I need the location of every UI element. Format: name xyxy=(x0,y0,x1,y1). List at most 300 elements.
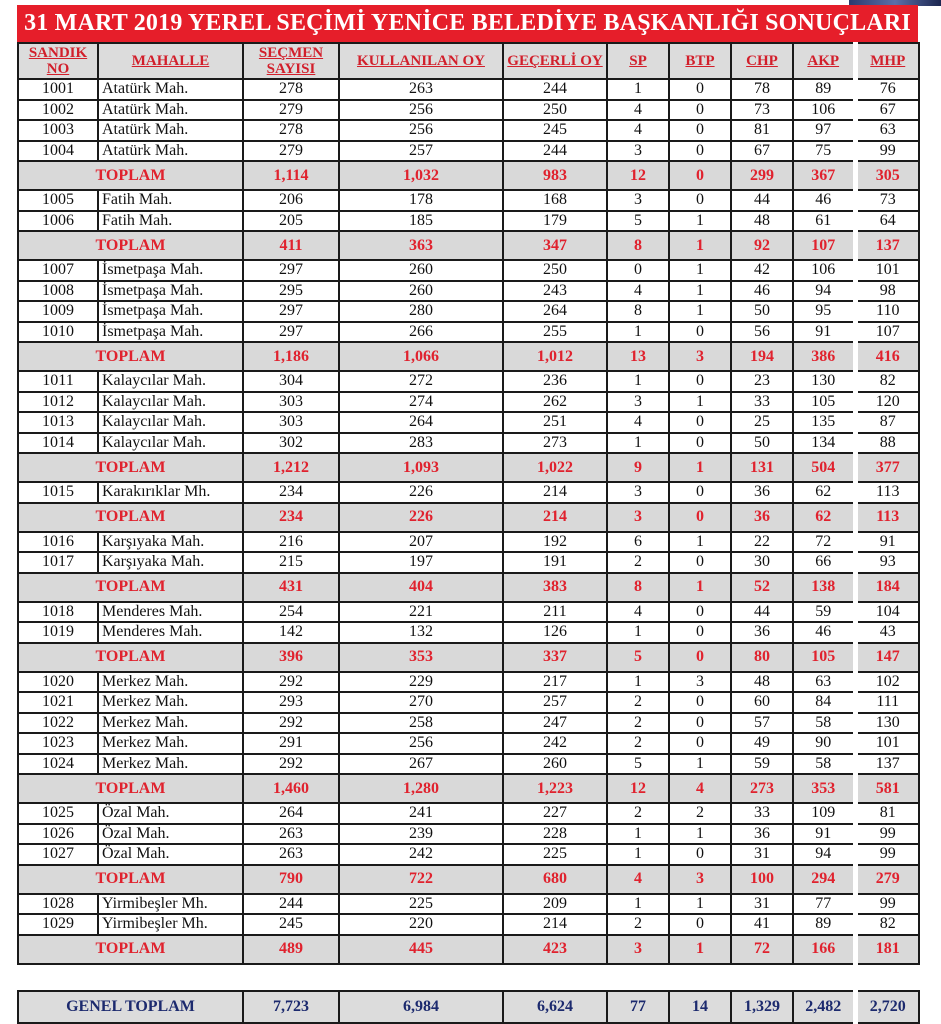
cell-chp: 44 xyxy=(731,190,793,211)
subtotal-row xyxy=(18,774,919,803)
header-gecerli-oy: GEÇERLİ OY xyxy=(503,43,607,79)
cell-gecerli-oy: 214 xyxy=(503,914,607,935)
cell-secmen-sayisi: 244 xyxy=(243,894,339,915)
cell-gecerli-oy: 250 xyxy=(503,100,607,121)
cell-sandik-no: 1012 xyxy=(18,392,98,413)
cell-secmen-sayisi: 295 xyxy=(243,281,339,302)
subtotal-chp: 194 xyxy=(731,342,793,371)
cell-secmen-sayisi: 263 xyxy=(243,824,339,845)
cell-btp: 1 xyxy=(669,281,731,302)
cell-kullanilan-oy: 256 xyxy=(339,120,503,141)
subtotal-label: TOPLAM xyxy=(18,935,243,964)
table-row xyxy=(18,371,919,392)
grand-total-table xyxy=(17,990,920,1024)
subtotal-secmen-sayisi: 234 xyxy=(243,503,339,532)
cell-mhp: 99 xyxy=(855,824,919,845)
cell-secmen-sayisi: 278 xyxy=(243,79,339,100)
subtotal-kullanilan-oy: 1,280 xyxy=(339,774,503,803)
cell-chp: 46 xyxy=(731,281,793,302)
cell-chp: 36 xyxy=(731,482,793,503)
cell-gecerli-oy: 168 xyxy=(503,190,607,211)
cell-btp: 0 xyxy=(669,713,731,734)
cell-akp: 66 xyxy=(793,552,855,573)
cell-akp: 62 xyxy=(793,482,855,503)
cell-kullanilan-oy: 260 xyxy=(339,260,503,281)
cell-mahalle: Merkez Mah. xyxy=(98,733,243,754)
cell-sp: 0 xyxy=(607,260,669,281)
subtotal-akp: 504 xyxy=(793,453,855,482)
cell-secmen-sayisi: 216 xyxy=(243,532,339,553)
table-row xyxy=(18,672,919,693)
cell-sp: 2 xyxy=(607,914,669,935)
cell-gecerli-oy: 242 xyxy=(503,733,607,754)
grand-total-cell: 6,984 xyxy=(339,991,503,1023)
cell-kullanilan-oy: 226 xyxy=(339,482,503,503)
cell-kullanilan-oy: 283 xyxy=(339,433,503,454)
cell-secmen-sayisi: 297 xyxy=(243,301,339,322)
cell-sandik-no: 1018 xyxy=(18,602,98,623)
table-row xyxy=(18,532,919,553)
cell-sp: 4 xyxy=(607,412,669,433)
cell-kullanilan-oy: 272 xyxy=(339,371,503,392)
cell-secmen-sayisi: 206 xyxy=(243,190,339,211)
cell-btp: 1 xyxy=(669,301,731,322)
cell-akp: 46 xyxy=(793,190,855,211)
cell-secmen-sayisi: 304 xyxy=(243,371,339,392)
table-row xyxy=(18,894,919,915)
subtotal-secmen-sayisi: 431 xyxy=(243,573,339,602)
page-title: 31 MART 2019 YEREL SEÇİMİ YENİCE BELEDİYE BAŞKANLIĞI SONUÇLARI xyxy=(17,5,918,42)
cell-sp: 3 xyxy=(607,190,669,211)
cell-mahalle: Fatih Mah. xyxy=(98,190,243,211)
grand-total-cell: 2,720 xyxy=(855,991,919,1023)
cell-btp: 0 xyxy=(669,552,731,573)
cell-sp: 5 xyxy=(607,211,669,232)
subtotal-kullanilan-oy: 1,093 xyxy=(339,453,503,482)
cell-btp: 1 xyxy=(669,260,731,281)
cell-mahalle: Karşıyaka Mah. xyxy=(98,552,243,573)
cell-sandik-no: 1014 xyxy=(18,433,98,454)
cell-secmen-sayisi: 292 xyxy=(243,713,339,734)
cell-sandik-no: 1006 xyxy=(18,211,98,232)
cell-chp: 36 xyxy=(731,824,793,845)
cell-sp: 1 xyxy=(607,844,669,865)
cell-mahalle: Atatürk Mah. xyxy=(98,120,243,141)
cell-kullanilan-oy: 132 xyxy=(339,622,503,643)
subtotal-sp: 8 xyxy=(607,231,669,260)
cell-mhp: 82 xyxy=(855,371,919,392)
cell-akp: 77 xyxy=(793,894,855,915)
subtotal-chp: 72 xyxy=(731,935,793,964)
cell-btp: 1 xyxy=(669,894,731,915)
cell-sp: 3 xyxy=(607,141,669,162)
cell-mahalle: Kalaycılar Mah. xyxy=(98,433,243,454)
cell-gecerli-oy: 250 xyxy=(503,260,607,281)
cell-akp: 134 xyxy=(793,433,855,454)
cell-kullanilan-oy: 178 xyxy=(339,190,503,211)
cell-btp: 0 xyxy=(669,190,731,211)
cell-btp: 0 xyxy=(669,914,731,935)
cell-gecerli-oy: 260 xyxy=(503,754,607,775)
cell-kullanilan-oy: 207 xyxy=(339,532,503,553)
subtotal-label: TOPLAM xyxy=(18,573,243,602)
cell-sp: 4 xyxy=(607,281,669,302)
subtotal-akp: 367 xyxy=(793,161,855,190)
subtotal-btp: 0 xyxy=(669,503,731,532)
cell-gecerli-oy: 126 xyxy=(503,622,607,643)
subtotal-akp: 138 xyxy=(793,573,855,602)
table-row xyxy=(18,482,919,503)
cell-akp: 95 xyxy=(793,301,855,322)
cell-kullanilan-oy: 220 xyxy=(339,914,503,935)
cell-akp: 46 xyxy=(793,622,855,643)
subtotal-secmen-sayisi: 489 xyxy=(243,935,339,964)
cell-gecerli-oy: 228 xyxy=(503,824,607,845)
cell-kullanilan-oy: 260 xyxy=(339,281,503,302)
table-row xyxy=(18,602,919,623)
cell-sandik-no: 1020 xyxy=(18,672,98,693)
grand-total-cell: 1,329 xyxy=(731,991,793,1023)
cell-mahalle: İsmetpaşa Mah. xyxy=(98,281,243,302)
cell-gecerli-oy: 245 xyxy=(503,120,607,141)
subtotal-sp: 5 xyxy=(607,643,669,672)
subtotal-kullanilan-oy: 1,066 xyxy=(339,342,503,371)
cell-mhp: 73 xyxy=(855,190,919,211)
cell-mhp: 113 xyxy=(855,482,919,503)
cell-sp: 1 xyxy=(607,672,669,693)
grand-total-cell: 77 xyxy=(607,991,669,1023)
cell-kullanilan-oy: 274 xyxy=(339,392,503,413)
subtotal-sp: 13 xyxy=(607,342,669,371)
cell-btp: 0 xyxy=(669,692,731,713)
subtotal-btp: 0 xyxy=(669,161,731,190)
cell-chp: 78 xyxy=(731,79,793,100)
cell-sp: 5 xyxy=(607,754,669,775)
subtotal-row xyxy=(18,342,919,371)
cell-secmen-sayisi: 279 xyxy=(243,141,339,162)
grand-total-label: GENEL TOPLAM xyxy=(18,991,243,1023)
cell-btp: 1 xyxy=(669,754,731,775)
cell-secmen-sayisi: 293 xyxy=(243,692,339,713)
cell-gecerli-oy: 192 xyxy=(503,532,607,553)
cell-secmen-sayisi: 297 xyxy=(243,260,339,281)
cell-mhp: 130 xyxy=(855,713,919,734)
cell-akp: 94 xyxy=(793,281,855,302)
cell-mahalle: Karşıyaka Mah. xyxy=(98,532,243,553)
cell-mahalle: Atatürk Mah. xyxy=(98,141,243,162)
cell-sandik-no: 1009 xyxy=(18,301,98,322)
cell-sandik-no: 1027 xyxy=(18,844,98,865)
cell-chp: 22 xyxy=(731,532,793,553)
cell-mhp: 63 xyxy=(855,120,919,141)
cell-mhp: 137 xyxy=(855,754,919,775)
cell-sp: 3 xyxy=(607,392,669,413)
cell-kullanilan-oy: 264 xyxy=(339,412,503,433)
subtotal-row xyxy=(18,865,919,894)
subtotal-mhp: 113 xyxy=(855,503,919,532)
subtotal-chp: 80 xyxy=(731,643,793,672)
table-row xyxy=(18,301,919,322)
cell-mhp: 64 xyxy=(855,211,919,232)
cell-gecerli-oy: 217 xyxy=(503,672,607,693)
subtotal-kullanilan-oy: 722 xyxy=(339,865,503,894)
cell-sandik-no: 1007 xyxy=(18,260,98,281)
cell-mhp: 81 xyxy=(855,803,919,824)
cell-btp: 0 xyxy=(669,433,731,454)
header-kullanilan-oy: KULLANILAN OY xyxy=(339,43,503,79)
subtotal-sp: 9 xyxy=(607,453,669,482)
cell-chp: 33 xyxy=(731,392,793,413)
subtotal-akp: 105 xyxy=(793,643,855,672)
subtotal-chp: 100 xyxy=(731,865,793,894)
cell-sandik-no: 1025 xyxy=(18,803,98,824)
cell-gecerli-oy: 244 xyxy=(503,79,607,100)
cell-akp: 97 xyxy=(793,120,855,141)
table-row xyxy=(18,100,919,121)
cell-mhp: 91 xyxy=(855,532,919,553)
cell-akp: 135 xyxy=(793,412,855,433)
subtotal-gecerli-oy: 347 xyxy=(503,231,607,260)
cell-sandik-no: 1022 xyxy=(18,713,98,734)
cell-sp: 4 xyxy=(607,120,669,141)
cell-chp: 49 xyxy=(731,733,793,754)
cell-sandik-no: 1028 xyxy=(18,894,98,915)
cell-secmen-sayisi: 297 xyxy=(243,322,339,343)
subtotal-gecerli-oy: 337 xyxy=(503,643,607,672)
cell-kullanilan-oy: 258 xyxy=(339,713,503,734)
cell-kullanilan-oy: 229 xyxy=(339,672,503,693)
cell-btp: 0 xyxy=(669,120,731,141)
cell-kullanilan-oy: 257 xyxy=(339,141,503,162)
subtotal-row xyxy=(18,503,919,532)
cell-mhp: 107 xyxy=(855,322,919,343)
cell-chp: 50 xyxy=(731,433,793,454)
subtotal-mhp: 377 xyxy=(855,453,919,482)
cell-kullanilan-oy: 221 xyxy=(339,602,503,623)
cell-secmen-sayisi: 264 xyxy=(243,803,339,824)
subtotal-mhp: 137 xyxy=(855,231,919,260)
cell-chp: 60 xyxy=(731,692,793,713)
cell-secmen-sayisi: 254 xyxy=(243,602,339,623)
cell-sandik-no: 1004 xyxy=(18,141,98,162)
subtotal-sp: 12 xyxy=(607,774,669,803)
cell-mahalle: Kalaycılar Mah. xyxy=(98,371,243,392)
cell-chp: 30 xyxy=(731,552,793,573)
cell-mhp: 88 xyxy=(855,433,919,454)
cell-akp: 89 xyxy=(793,914,855,935)
cell-chp: 33 xyxy=(731,803,793,824)
cell-btp: 0 xyxy=(669,602,731,623)
header-mahalle: MAHALLE xyxy=(98,43,243,79)
cell-kullanilan-oy: 185 xyxy=(339,211,503,232)
cell-mhp: 99 xyxy=(855,844,919,865)
cell-sp: 3 xyxy=(607,482,669,503)
cell-secmen-sayisi: 245 xyxy=(243,914,339,935)
subtotal-btp: 3 xyxy=(669,865,731,894)
cell-akp: 61 xyxy=(793,211,855,232)
cell-mahalle: Kalaycılar Mah. xyxy=(98,392,243,413)
cell-kullanilan-oy: 263 xyxy=(339,79,503,100)
subtotal-gecerli-oy: 680 xyxy=(503,865,607,894)
subtotal-row xyxy=(18,231,919,260)
cell-sp: 4 xyxy=(607,100,669,121)
cell-akp: 58 xyxy=(793,754,855,775)
subtotal-chp: 36 xyxy=(731,503,793,532)
header-row xyxy=(18,43,919,79)
cell-btp: 1 xyxy=(669,824,731,845)
table-row xyxy=(18,190,919,211)
cell-sandik-no: 1021 xyxy=(18,692,98,713)
cell-gecerli-oy: 255 xyxy=(503,322,607,343)
cell-mahalle: Fatih Mah. xyxy=(98,211,243,232)
cell-chp: 81 xyxy=(731,120,793,141)
subtotal-secmen-sayisi: 1,186 xyxy=(243,342,339,371)
cell-kullanilan-oy: 270 xyxy=(339,692,503,713)
subtotal-kullanilan-oy: 363 xyxy=(339,231,503,260)
table-row xyxy=(18,733,919,754)
subtotal-mhp: 181 xyxy=(855,935,919,964)
subtotal-gecerli-oy: 1,012 xyxy=(503,342,607,371)
cell-sandik-no: 1013 xyxy=(18,412,98,433)
subtotal-row xyxy=(18,643,919,672)
cell-secmen-sayisi: 142 xyxy=(243,622,339,643)
cell-akp: 91 xyxy=(793,322,855,343)
table-row xyxy=(18,713,919,734)
cell-chp: 41 xyxy=(731,914,793,935)
cell-sp: 2 xyxy=(607,803,669,824)
subtotal-label: TOPLAM xyxy=(18,161,243,190)
subtotal-label: TOPLAM xyxy=(18,453,243,482)
subtotal-secmen-sayisi: 1,114 xyxy=(243,161,339,190)
table-row xyxy=(18,120,919,141)
table-row xyxy=(18,322,919,343)
cell-mahalle: Merkez Mah. xyxy=(98,692,243,713)
subtotal-btp: 0 xyxy=(669,643,731,672)
subtotal-row xyxy=(18,573,919,602)
cell-btp: 0 xyxy=(669,371,731,392)
cell-gecerli-oy: 257 xyxy=(503,692,607,713)
cell-secmen-sayisi: 303 xyxy=(243,392,339,413)
subtotal-mhp: 581 xyxy=(855,774,919,803)
subtotal-gecerli-oy: 214 xyxy=(503,503,607,532)
cell-mahalle: İsmetpaşa Mah. xyxy=(98,260,243,281)
grand-total-cell: 7,723 xyxy=(243,991,339,1023)
cell-gecerli-oy: 264 xyxy=(503,301,607,322)
subtotal-gecerli-oy: 423 xyxy=(503,935,607,964)
cell-gecerli-oy: 251 xyxy=(503,412,607,433)
subtotal-label: TOPLAM xyxy=(18,643,243,672)
cell-gecerli-oy: 236 xyxy=(503,371,607,392)
cell-sandik-no: 1024 xyxy=(18,754,98,775)
subtotal-akp: 353 xyxy=(793,774,855,803)
cell-sandik-no: 1029 xyxy=(18,914,98,935)
subtotal-kullanilan-oy: 445 xyxy=(339,935,503,964)
subtotal-label: TOPLAM xyxy=(18,342,243,371)
cell-mhp: 110 xyxy=(855,301,919,322)
cell-akp: 106 xyxy=(793,260,855,281)
subtotal-gecerli-oy: 983 xyxy=(503,161,607,190)
cell-gecerli-oy: 211 xyxy=(503,602,607,623)
subtotal-btp: 1 xyxy=(669,231,731,260)
cell-chp: 42 xyxy=(731,260,793,281)
subtotal-akp: 107 xyxy=(793,231,855,260)
cell-mhp: 82 xyxy=(855,914,919,935)
cell-mahalle: Karakırıklar Mh. xyxy=(98,482,243,503)
cell-gecerli-oy: 179 xyxy=(503,211,607,232)
subtotal-secmen-sayisi: 411 xyxy=(243,231,339,260)
grand-total-cell: 6,624 xyxy=(503,991,607,1023)
subtotal-mhp: 147 xyxy=(855,643,919,672)
subtotal-mhp: 184 xyxy=(855,573,919,602)
cell-btp: 0 xyxy=(669,412,731,433)
cell-sp: 6 xyxy=(607,532,669,553)
cell-mahalle: Özal Mah. xyxy=(98,824,243,845)
cell-kullanilan-oy: 225 xyxy=(339,894,503,915)
cell-mahalle: Özal Mah. xyxy=(98,844,243,865)
cell-kullanilan-oy: 241 xyxy=(339,803,503,824)
cell-mahalle: Menderes Mah. xyxy=(98,602,243,623)
subtotal-chp: 52 xyxy=(731,573,793,602)
cell-secmen-sayisi: 279 xyxy=(243,100,339,121)
cell-chp: 44 xyxy=(731,602,793,623)
cell-secmen-sayisi: 292 xyxy=(243,672,339,693)
cell-mahalle: Merkez Mah. xyxy=(98,672,243,693)
cell-sp: 2 xyxy=(607,692,669,713)
cell-chp: 50 xyxy=(731,301,793,322)
cell-gecerli-oy: 209 xyxy=(503,894,607,915)
header-sandik-no: SANDIK NO xyxy=(18,43,98,79)
cell-gecerli-oy: 273 xyxy=(503,433,607,454)
subtotal-label: TOPLAM xyxy=(18,231,243,260)
cell-btp: 0 xyxy=(669,322,731,343)
header-btp: BTP xyxy=(669,43,731,79)
subtotal-gecerli-oy: 1,022 xyxy=(503,453,607,482)
subtotal-akp: 386 xyxy=(793,342,855,371)
subtotal-kullanilan-oy: 404 xyxy=(339,573,503,602)
cell-mhp: 76 xyxy=(855,79,919,100)
cell-btp: 0 xyxy=(669,482,731,503)
subtotal-akp: 166 xyxy=(793,935,855,964)
cell-btp: 3 xyxy=(669,672,731,693)
subtotal-btp: 4 xyxy=(669,774,731,803)
cell-sp: 1 xyxy=(607,322,669,343)
cell-mahalle: Yirmibeşler Mh. xyxy=(98,914,243,935)
cell-akp: 63 xyxy=(793,672,855,693)
subtotal-mhp: 416 xyxy=(855,342,919,371)
cell-chp: 57 xyxy=(731,713,793,734)
cell-sandik-no: 1015 xyxy=(18,482,98,503)
cell-kullanilan-oy: 242 xyxy=(339,844,503,865)
cell-sandik-no: 1008 xyxy=(18,281,98,302)
cell-sp: 1 xyxy=(607,622,669,643)
cell-chp: 31 xyxy=(731,894,793,915)
cell-sandik-no: 1023 xyxy=(18,733,98,754)
cell-mahalle: Merkez Mah. xyxy=(98,713,243,734)
cell-secmen-sayisi: 303 xyxy=(243,412,339,433)
subtotal-sp: 12 xyxy=(607,161,669,190)
cell-mahalle: Yirmibeşler Mh. xyxy=(98,894,243,915)
cell-mhp: 87 xyxy=(855,412,919,433)
table-row xyxy=(18,260,919,281)
cell-akp: 59 xyxy=(793,602,855,623)
cell-kullanilan-oy: 266 xyxy=(339,322,503,343)
subtotal-btp: 3 xyxy=(669,342,731,371)
subtotal-kullanilan-oy: 353 xyxy=(339,643,503,672)
cell-mhp: 99 xyxy=(855,141,919,162)
cell-mhp: 111 xyxy=(855,692,919,713)
subtotal-secmen-sayisi: 396 xyxy=(243,643,339,672)
cell-sandik-no: 1010 xyxy=(18,322,98,343)
